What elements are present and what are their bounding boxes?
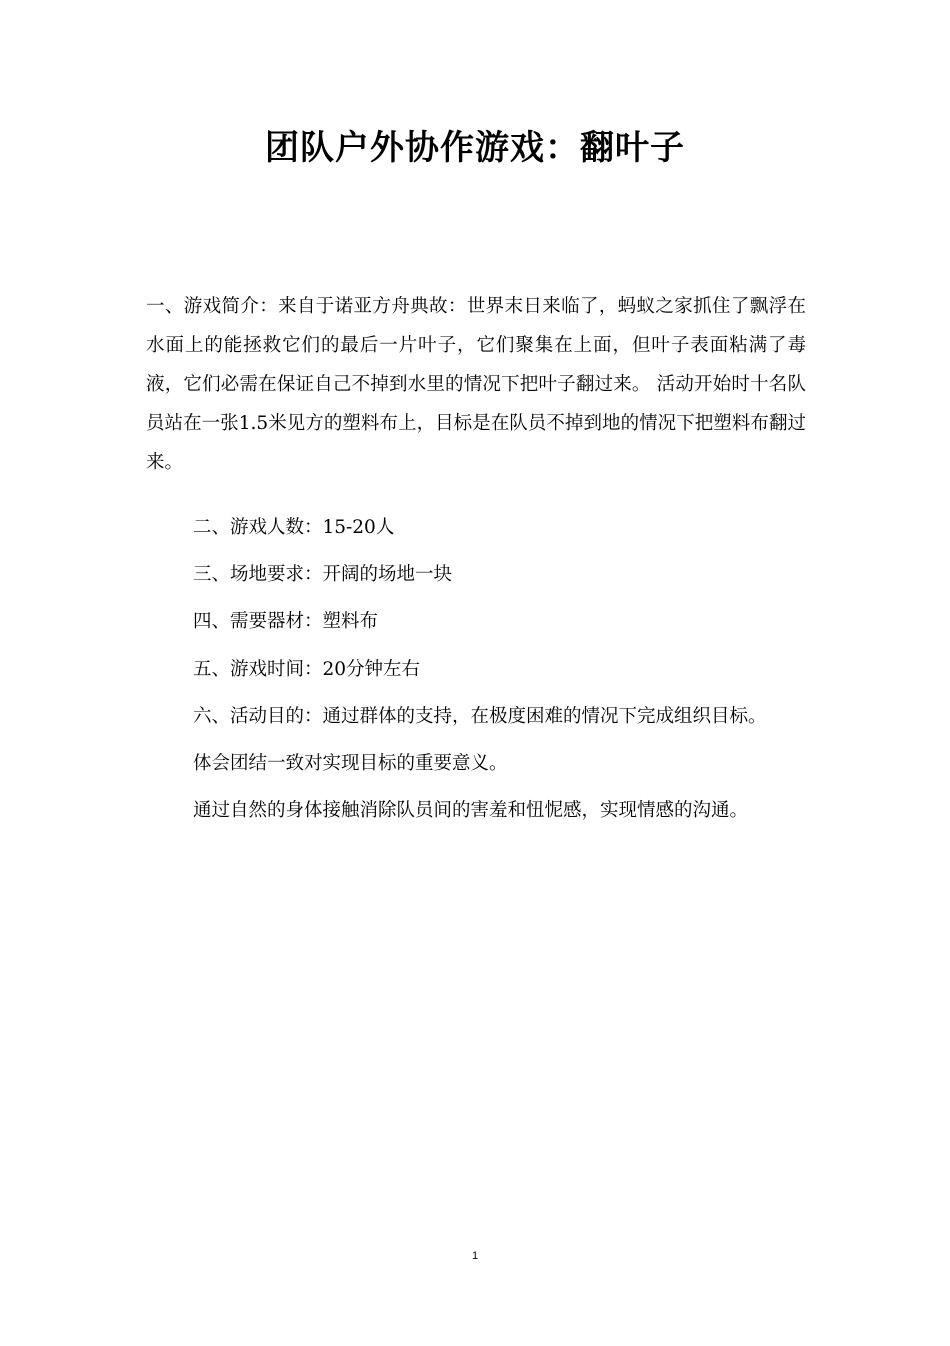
item-game-duration: 五、游戏时间：20分钟左右 (193, 659, 421, 680)
item-player-count: 二、游戏人数：15-20人 (193, 517, 395, 538)
intro-paragraph: 一、游戏简介：来自于诺亚方舟典故：世界末日来临了，蚂蚁之家抓住了飘浮在水面上的能拯救它们的最后一片叶子，它们聚集在上面，但叶子表面粘满了毒液，它们必需在保证自己不掉到水里的情况下把叶子翻过来。 活动开始时十名队员站在一张1.5米见方的塑料布上，目标是在队员不掉到地的情况下把塑料布翻过来。 (146, 296, 806, 473)
item-venue-requirement: 三、场地要求：开阔的场地一块 (193, 564, 453, 585)
document-title: 团队户外协作游戏：翻叶子 (265, 128, 685, 168)
page-number: 1 (471, 1250, 479, 1262)
item-equipment: 四、需要器材：塑料布 (193, 611, 379, 632)
item-purpose-contact: 通过自然的身体接触消除队员间的害羞和忸怩感，实现情感的沟通。 (193, 800, 749, 821)
item-activity-purpose: 六、活动目的：通过群体的支持，在极度困难的情况下完成组织目标。 (193, 706, 767, 727)
item-purpose-unity: 体会团结一致对实现目标的重要意义。 (193, 753, 508, 774)
